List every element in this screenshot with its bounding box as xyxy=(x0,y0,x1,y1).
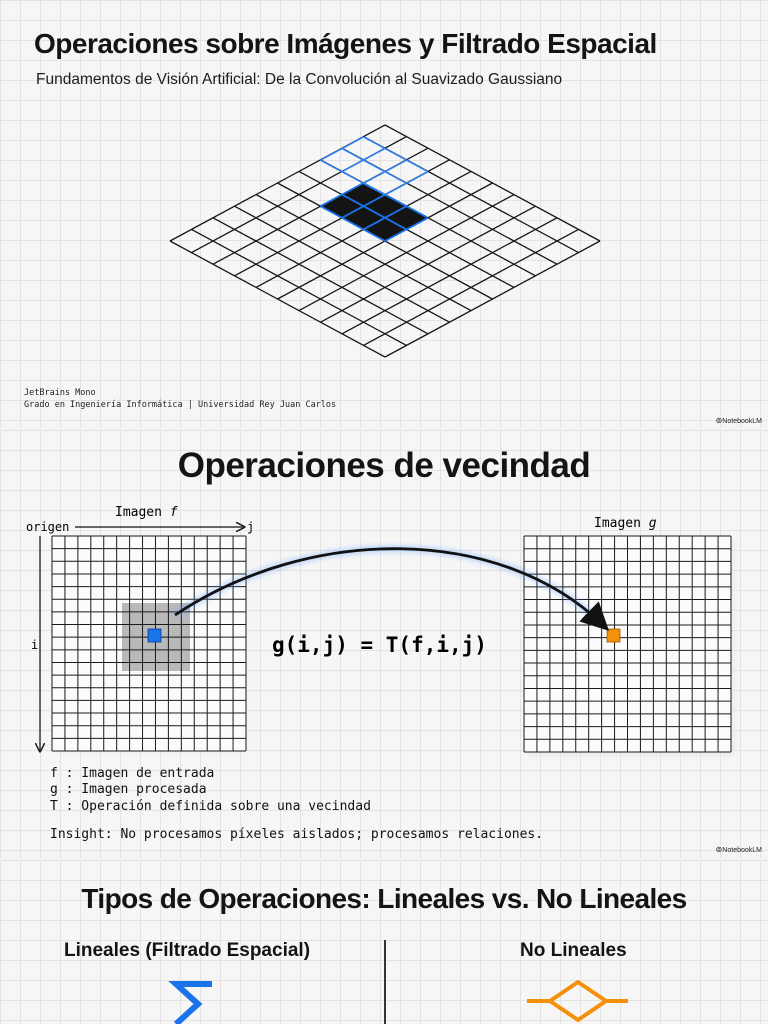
course-info: Grado en Ingeniería Informática | Universidad Rey Juan Carlos xyxy=(24,400,337,410)
formula: g(i,j) = T(f,i,j) xyxy=(272,633,487,657)
slide-title-heading: Operaciones sobre Imágenes y Filtrado Espacial xyxy=(34,28,657,59)
image-f-label: Imagen f xyxy=(115,505,178,520)
center-pixel-f xyxy=(148,629,161,642)
j-axis-label: j xyxy=(247,520,255,534)
notebooklm-logo: ⊚ NotebookLM xyxy=(716,845,762,854)
sigma-icon xyxy=(176,984,212,1024)
insight-text: Insight: No procesamos píxeles aislados; procesamos relaciones. xyxy=(50,827,544,842)
i-axis-label: i xyxy=(31,638,39,652)
output-pixel-g xyxy=(607,629,620,642)
legend-item: g : Imagen procesada xyxy=(50,782,207,797)
slide-operation-types xyxy=(0,860,768,1024)
image-g-label: Imagen g xyxy=(594,516,657,531)
slide-title xyxy=(0,0,768,428)
legend-item: f : Imagen de entrada xyxy=(50,766,215,781)
slide-operation-types-heading: Tipos de Operaciones: Lineales vs. No Lineales xyxy=(81,883,687,914)
slide-neighborhood-heading: Operaciones de vecindad xyxy=(177,446,591,485)
operation-icons xyxy=(0,860,768,1024)
slide-subtitle: Fundamentos de Visión Artificial: De la Convolución al Suavizado Gaussiano xyxy=(36,71,563,88)
linear-heading: Lineales (Filtrado Espacial) xyxy=(64,940,311,961)
isometric-grid-illustration xyxy=(0,0,768,428)
legend-item: T : Operación definida sobre una vecindad xyxy=(50,799,371,814)
nonlinear-heading: No Lineales xyxy=(520,940,627,961)
font-note: JetBrains Mono xyxy=(24,388,96,398)
slide-neighborhood xyxy=(0,430,768,858)
notebooklm-logo: ⊚ NotebookLM xyxy=(716,416,762,425)
diamond-flow-icon xyxy=(527,982,628,1020)
origin-label: origen xyxy=(26,520,70,534)
